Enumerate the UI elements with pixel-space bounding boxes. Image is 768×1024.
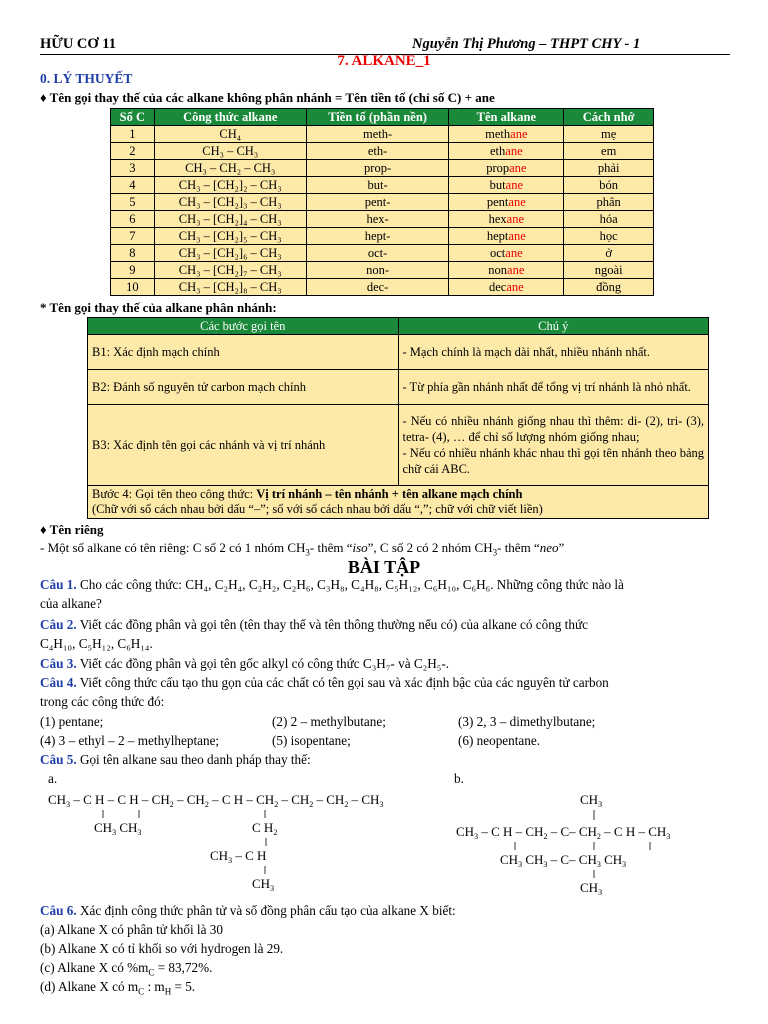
carbon-count-cell: 7 bbox=[111, 228, 155, 245]
q4-item: (2) 2 – methylbutane; bbox=[272, 714, 386, 729]
name-stem: oct bbox=[490, 246, 506, 260]
struct-a-branch: $CH_3$ $CH_3$ bbox=[94, 820, 142, 837]
q4-text: Viết công thức cấu tạo thu gọn của các chất có tên gọi sau và xác định bậc của các nguyên tử carbon bbox=[79, 675, 609, 690]
name-stem: eth bbox=[490, 144, 506, 158]
prefix-cell: dec- bbox=[306, 279, 449, 296]
q5-label: Câu 5. bbox=[40, 752, 77, 767]
carbon-count-cell: 4 bbox=[111, 177, 155, 194]
name-suffix: ane bbox=[509, 161, 527, 175]
note-line: - Nếu có nhiều nhánh giống nhau thì thêm: di- (2), tri- (3), tetra- (4), … để chỉ số lượng nhóm giống nhau; bbox=[402, 414, 704, 444]
mnemonic-cell: học bbox=[564, 228, 654, 245]
q1-text: Cho các công thức: CH₄, C₂H₄, C₂H₂, C₂H₆, C₃H₈, C₄H₈, C₅H₁₂, C₆H₁₀, C₆H₆. Những công thức nào là bbox=[79, 577, 624, 592]
prefix-cell: but- bbox=[306, 177, 449, 194]
step4-formula: Vị trí nhánh – tên nhánh + tên alkane mạch chính bbox=[256, 487, 523, 501]
q6-item: (b) Alkane X có tỉ khối so với hydrogen là 29. bbox=[40, 941, 284, 956]
alkane-name-cell bbox=[449, 143, 564, 160]
struct-b-branch: $CH_3$ bbox=[580, 880, 603, 897]
col-header: Cách nhớ bbox=[564, 109, 654, 126]
alkane-table bbox=[110, 108, 654, 296]
name-stem: non bbox=[488, 263, 508, 277]
step-cell: B2: Đánh số nguyên tử carbon mạch chính bbox=[88, 370, 399, 405]
question-5 bbox=[40, 752, 311, 768]
proper-names-text: - Một số alkane có tên riêng: C số 2 có 1 nhóm $CH_3-$ thêm “iso”, C số 2 có 2 nhóm $CH_3-$ thêm “neo” bbox=[40, 540, 565, 558]
mnemonic-cell: phải bbox=[564, 160, 654, 177]
q6-c-text: (c) Alkane X có %m bbox=[40, 960, 149, 975]
q3-text: Viết các đồng phân và gọi tên gốc alkyl có công thức C₃H₇- và C₂H₅-. bbox=[79, 656, 450, 671]
q2-label: Câu 2. bbox=[40, 617, 77, 632]
name-stem: prop bbox=[486, 161, 510, 175]
struct-b-branch: $CH_3$ $CH_3 - C-$ $CH_3$ $CH_3$ bbox=[500, 852, 627, 869]
structure-a bbox=[40, 788, 450, 896]
q4-item: (4) 3 – ethyl – 2 – methylheptane; bbox=[40, 733, 220, 748]
table-row bbox=[111, 211, 654, 228]
name-stem: pent bbox=[486, 195, 509, 209]
step-cell: B1: Xác định mạch chính bbox=[88, 335, 399, 370]
q4-label: Câu 4. bbox=[40, 675, 77, 690]
step4-prefix: Bước 4: Gọi tên theo công thức: bbox=[92, 487, 257, 501]
q6-text: Xác định công thức phân tử và số đồng phân cấu tạo của alkane X biết: bbox=[79, 903, 456, 918]
table-row bbox=[111, 177, 654, 194]
mnemonic-cell: hóa bbox=[564, 211, 654, 228]
name-suffix: ane bbox=[505, 144, 523, 158]
q6-item: (a) Alkane X có phân tử khối là 30 bbox=[40, 922, 223, 937]
q6-item: (c) Alkane X có $\%m_C = 83,72\%$. bbox=[40, 960, 213, 978]
struct-a-main-chain: $CH_3$ – C H – C H – $CH_2 - CH_2$ – C H – $CH_2 - CH_2 - CH_2 - CH_3$ bbox=[48, 792, 384, 809]
section-heading: 0. LÝ THUYẾT bbox=[40, 71, 133, 86]
col-header: Tiền tố (phần nền) bbox=[306, 109, 449, 126]
prefix-cell: hept- bbox=[306, 228, 449, 245]
prefix-cell: prop- bbox=[306, 160, 449, 177]
note-cell: - Mạch chính là mạch dài nhất, nhiều nhánh nhất. bbox=[398, 335, 709, 370]
name-suffix: ane bbox=[508, 229, 526, 243]
formula-cell: CH₃ – CH₂ – CH₃ bbox=[154, 160, 306, 177]
q4-item: (3) 2, 3 – dimethylbutane; bbox=[458, 714, 596, 729]
question-1 bbox=[40, 577, 624, 593]
question-1-cont: của alkane? bbox=[40, 596, 102, 611]
prefix-cell: non- bbox=[306, 262, 449, 279]
formula-cell: CH₃ – [CH₂]₅ – CH₃ bbox=[154, 228, 306, 245]
name-stem: hept bbox=[486, 229, 509, 243]
names-text-d: - thêm “ bbox=[497, 540, 540, 555]
carbon-count-cell: 10 bbox=[111, 279, 155, 296]
question-4-cont: trong các công thức đó: bbox=[40, 694, 165, 709]
prefix-cell: meth- bbox=[306, 126, 449, 143]
name-suffix: ane bbox=[510, 127, 528, 141]
name-stem: dec bbox=[488, 280, 507, 294]
carbon-count-cell: 6 bbox=[111, 211, 155, 228]
names-iso: iso bbox=[352, 540, 368, 555]
carbon-count-cell: 9 bbox=[111, 262, 155, 279]
question-6 bbox=[40, 903, 456, 919]
q6-d-mid: : m bbox=[144, 979, 165, 994]
name-suffix: ane bbox=[507, 263, 525, 277]
name-stem: hex bbox=[488, 212, 507, 226]
carbon-count-cell: 2 bbox=[111, 143, 155, 160]
struct-a-branch: $CH_3$ – C H bbox=[210, 848, 267, 865]
formula-cell: CH₃ – [CH₂]₆ – CH₃ bbox=[154, 245, 306, 262]
question-2 bbox=[40, 617, 588, 633]
alkane-name-cell bbox=[449, 160, 564, 177]
formula-cell: CH₄ bbox=[154, 126, 306, 143]
q3-label: Câu 3. bbox=[40, 656, 77, 671]
mnemonic-cell: bón bbox=[564, 177, 654, 194]
q6-d-text: (d) Alkane X có m bbox=[40, 979, 139, 994]
alkane-name-cell bbox=[449, 245, 564, 262]
formula-cell: CH₃ – [CH₂]₃ – CH₃ bbox=[154, 194, 306, 211]
alkane-name-cell bbox=[449, 262, 564, 279]
table-row bbox=[111, 245, 654, 262]
col-header: Công thức alkane bbox=[154, 109, 306, 126]
col-header: Các bước gọi tên bbox=[88, 318, 399, 335]
note-line: - Nếu có nhiều nhánh khác nhau thì gọi tên nhánh theo bảng chữ cái ABC. bbox=[402, 446, 704, 476]
q2-text: Viết các đồng phân và gọi tên (tên thay thế và tên thông thường nếu có) của alkane có công thức bbox=[79, 617, 588, 632]
table-row bbox=[88, 486, 709, 519]
rule-unbranched: ♦ Tên gọi thay thế của các alkane không phân nhánh = Tên tiền tố (chỉ số C) + ane bbox=[40, 90, 495, 105]
alkane-name-cell bbox=[449, 279, 564, 296]
header-left: HỮU CƠ 11 bbox=[40, 36, 116, 52]
table-row bbox=[111, 228, 654, 245]
table-row bbox=[88, 405, 709, 486]
formula-cell: CH₃ – [CH₂]₇ – CH₃ bbox=[154, 262, 306, 279]
name-stem: but bbox=[489, 178, 506, 192]
q5-part-a-label: a. bbox=[48, 771, 58, 786]
carbon-count-cell: 8 bbox=[111, 245, 155, 262]
struct-b-main-chain: $CH_3$ – C H – $CH_2 - C-$ $CH_2$ – C H – $CH_3$ bbox=[456, 824, 671, 841]
mnemonic-cell: ngoài bbox=[564, 262, 654, 279]
name-stem: meth bbox=[485, 127, 511, 141]
question-4 bbox=[40, 675, 609, 691]
table-row bbox=[111, 126, 654, 143]
col-header: Chú ý bbox=[398, 318, 709, 335]
name-suffix: ane bbox=[506, 212, 525, 226]
table-header-row bbox=[111, 109, 654, 126]
table-row bbox=[111, 262, 654, 279]
q5-text: Gọi tên alkane sau theo danh pháp thay thế: bbox=[79, 752, 311, 767]
alkane-name-cell bbox=[449, 126, 564, 143]
alkane-name-cell bbox=[449, 211, 564, 228]
col-header: Số C bbox=[111, 109, 155, 126]
formula-cell: CH₃ – [CH₂]₈ – CH₃ bbox=[154, 279, 306, 296]
q5-part-b-label: b. bbox=[454, 771, 464, 786]
proper-names-heading: ♦ Tên riêng bbox=[40, 522, 104, 537]
rule-branched: * Tên gọi thay thế của alkane phân nhánh: bbox=[40, 300, 277, 315]
mnemonic-cell: đồng bbox=[564, 279, 654, 296]
q6-label: Câu 6. bbox=[40, 903, 77, 918]
name-suffix: ane bbox=[505, 178, 523, 192]
names-neo: neo bbox=[539, 540, 559, 555]
table-row bbox=[111, 194, 654, 211]
structure-b bbox=[450, 788, 720, 900]
name-suffix: ane bbox=[506, 280, 524, 294]
names-text-a: - Một số alkane có tên riêng: C số 2 có 1 nhóm CH bbox=[40, 540, 306, 555]
name-suffix: ane bbox=[508, 195, 526, 209]
prefix-cell: hex- bbox=[306, 211, 449, 228]
step4-note: (Chữ với số cách nhau bởi dấu “–”; số với số cách nhau bởi dấu “,”; chữ với chữ viết liền) bbox=[92, 502, 543, 516]
carbon-count-cell: 5 bbox=[111, 194, 155, 211]
table-header-row bbox=[88, 318, 709, 335]
q6-d-tail: = 5. bbox=[171, 979, 196, 994]
alkane-name-cell bbox=[449, 177, 564, 194]
struct-b-branch: $CH_3$ bbox=[580, 792, 603, 809]
step4-cell bbox=[88, 486, 709, 519]
table-row bbox=[88, 370, 709, 405]
mnemonic-cell: mẹ bbox=[564, 126, 654, 143]
alkane-name-cell bbox=[449, 228, 564, 245]
carbon-count-cell: 1 bbox=[111, 126, 155, 143]
struct-a-branch: C $H_2$ bbox=[252, 820, 278, 837]
q6-item: (d) Alkane X có $m_C$ : $m_H = 5$. bbox=[40, 979, 196, 997]
mnemonic-cell: ở bbox=[564, 245, 654, 262]
table-row bbox=[88, 335, 709, 370]
q4-item: (5) isopentane; bbox=[272, 733, 351, 748]
alkane-name-cell bbox=[449, 194, 564, 211]
q6-c-tail: = 83,72%. bbox=[154, 960, 213, 975]
q4-item: (6) neopentane. bbox=[458, 733, 541, 748]
table-row bbox=[111, 143, 654, 160]
exercises-title: BÀI TẬP bbox=[347, 557, 421, 577]
names-text-b: - thêm “ bbox=[309, 540, 353, 555]
struct-a-branch: $CH_3$ bbox=[252, 876, 275, 893]
col-header: Tên alkane bbox=[449, 109, 564, 126]
step-cell: B3: Xác định tên gọi các nhánh và vị trí nhánh bbox=[88, 405, 399, 486]
naming-steps-table bbox=[87, 317, 709, 519]
header-right: Nguyễn Thị Phương – THPT CHY - 1 bbox=[412, 36, 641, 52]
prefix-cell: pent- bbox=[306, 194, 449, 211]
mnemonic-cell: em bbox=[564, 143, 654, 160]
q4-item: (1) pentane; bbox=[40, 714, 104, 729]
note-cell: - Từ phía gần nhánh nhất để tổng vị trí nhánh là nhỏ nhất. bbox=[398, 370, 709, 405]
note-cell bbox=[398, 405, 709, 486]
q1-label: Câu 1. bbox=[40, 577, 77, 592]
table-row bbox=[111, 160, 654, 177]
formula-cell: CH₃ – CH₃ bbox=[154, 143, 306, 160]
names-text-e: ” bbox=[558, 540, 565, 555]
table-row bbox=[111, 279, 654, 296]
name-suffix: ane bbox=[505, 246, 523, 260]
formula-cell: CH₃ – [CH₂]₄ – CH₃ bbox=[154, 211, 306, 228]
formula-cell: CH₃ – [CH₂]₂ – CH₃ bbox=[154, 177, 306, 194]
mnemonic-cell: phân bbox=[564, 194, 654, 211]
prefix-cell: oct- bbox=[306, 245, 449, 262]
carbon-count-cell: 3 bbox=[111, 160, 155, 177]
names-text-c: ”, C số 2 có 2 nhóm CH bbox=[367, 540, 493, 555]
prefix-cell: eth- bbox=[306, 143, 449, 160]
question-2-cont: C₄H₁₀, C₅H₁₂, C₆H₁₄. bbox=[40, 636, 153, 651]
page-title: 7. ALKANE_1 bbox=[337, 53, 431, 69]
question-3 bbox=[40, 656, 449, 672]
